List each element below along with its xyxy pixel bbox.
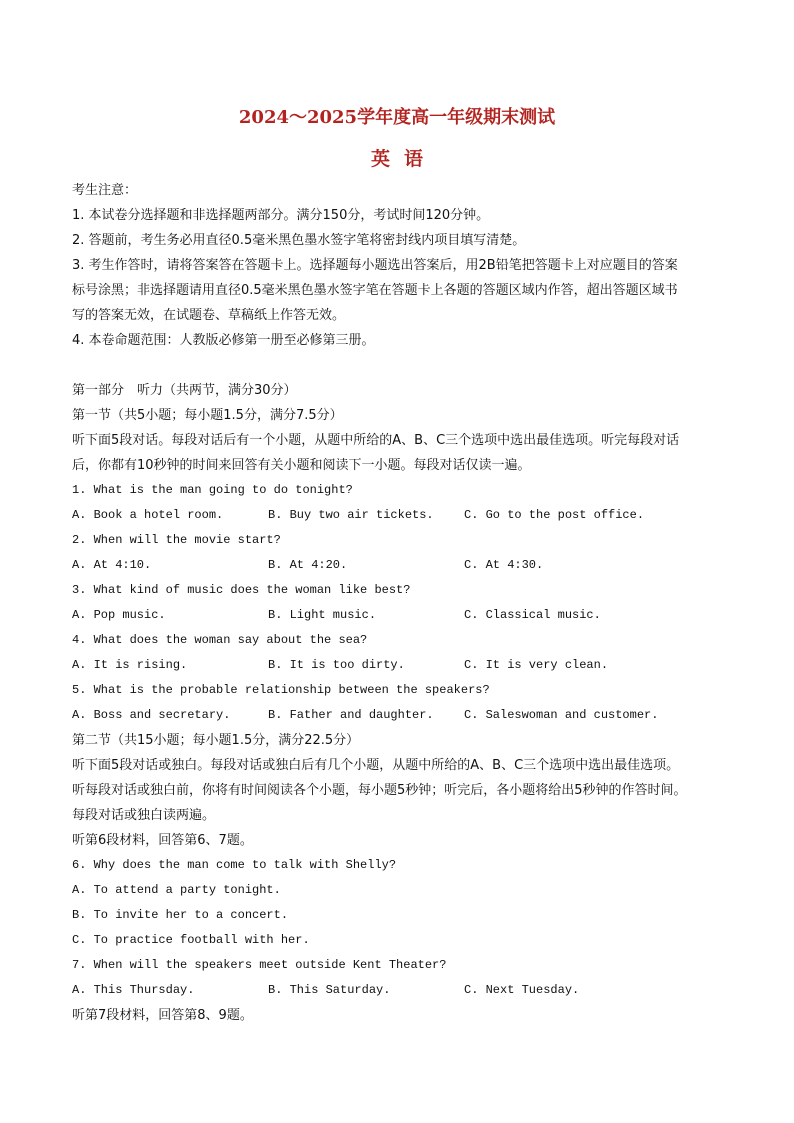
option-c: C. It is very clean. — [464, 658, 609, 672]
notice-item: 写的答案无效，在试题卷、草稿纸上作答无效。 — [72, 308, 346, 323]
options-3 — [72, 603, 732, 628]
option-b: B. To invite her to a concert. — [72, 908, 289, 922]
notice-item: 4. 本卷命题范围：人教版必修第一册至必修第三册。 — [72, 333, 375, 348]
option-a: A. At 4:10. — [72, 558, 152, 572]
material-6-heading: 听第6段材料，回答第6、7题。 — [72, 833, 253, 848]
part1-heading: 第一部分 听力（共两节，满分30分） — [72, 383, 297, 398]
options-5 — [72, 703, 732, 728]
question-1: 1. What is the man going to do tonight? — [72, 483, 353, 497]
option-a: A. This Thursday. — [72, 983, 195, 997]
section1-instruction: 后，你都有10秒钟的时间来回答有关小题和阅读下一小题。每段对话仅读一遍。 — [72, 458, 531, 473]
option-b: B. Light music. — [268, 608, 377, 622]
option-a: A. To attend a party tonight. — [72, 883, 281, 897]
material-7-heading: 听第7段材料，回答第8、9题。 — [72, 1008, 253, 1023]
section1-heading: 第一节（共5小题；每小题1.5分，满分7.5分） — [72, 408, 343, 423]
question-5: 5. What is the probable relationship between the speakers? — [72, 683, 490, 697]
option-b: B. This Saturday. — [268, 983, 391, 997]
spacer — [72, 353, 732, 378]
notice-item: 2. 答题前，考生务必用直径0.5毫米黑色墨水签字笔将密封线内项目填写清楚。 — [72, 233, 526, 248]
question-4: 4. What does the woman say about the sea? — [72, 633, 368, 647]
exam-content — [72, 178, 732, 1028]
option-c: C. Saleswoman and customer. — [464, 708, 659, 722]
notice-item: 3. 考生作答时，请将答案答在答题卡上。选择题每小题选出答案后，用2B铅笔把答题卡上对应题目的答案 — [72, 258, 678, 273]
question-3: 3. What kind of music does the woman like best? — [72, 583, 411, 597]
notice-item: 1. 本试卷分选择题和非选择题两部分。满分150分，考试时间120分钟。 — [72, 208, 490, 223]
option-c: C. At 4:30. — [464, 558, 544, 572]
option-a: A. Book a hotel room. — [72, 508, 224, 522]
option-b: B. At 4:20. — [268, 558, 348, 572]
subject-title: 英语 — [370, 148, 437, 170]
section2-instruction: 听每段对话或独白前，你将有时间阅读各个小题，每小题5秒钟；听完后，各小题将给出5秒钟的作答时间。 — [72, 783, 687, 798]
options-2 — [72, 553, 732, 578]
option-c: C. Classical music. — [464, 608, 601, 622]
options-7 — [72, 978, 732, 1003]
option-b: B. It is too dirty. — [268, 658, 405, 672]
exam-title: 2024～2025学年度高一年级期末测试 — [238, 107, 556, 128]
notice-item: 标号涂黑；非选择题请用直径0.5毫米黑色墨水签字笔在答题卡上各题的答题区域内作答，超出答题区域书 — [72, 283, 678, 298]
option-b: B. Father and daughter. — [268, 708, 434, 722]
options-4 — [72, 653, 732, 678]
option-c: C. Go to the post office. — [464, 508, 645, 522]
section1-instruction: 听下面5段对话。每段对话后有一个小题，从题中所给的A、B、C三个选项中选出最佳选项。听完每段对话 — [72, 433, 680, 448]
option-a: A. Boss and secretary. — [72, 708, 231, 722]
option-c: C. To practice football with her. — [72, 933, 310, 947]
section2-heading: 第二节（共15小题；每小题1.5分，满分22.5分） — [72, 733, 360, 748]
option-b: B. Buy two air tickets. — [268, 508, 434, 522]
option-a: A. Pop music. — [72, 608, 166, 622]
options-1 — [72, 503, 732, 528]
question-2: 2. When will the movie start? — [72, 533, 281, 547]
section2-instruction: 每段对话或独白读两遍。 — [72, 808, 216, 823]
notice-heading: 考生注意： — [72, 183, 138, 198]
question-7: 7. When will the speakers meet outside Kent Theater? — [72, 958, 447, 972]
question-6: 6. Why does the man come to talk with Shelly? — [72, 858, 397, 872]
option-c: C. Next Tuesday. — [464, 983, 580, 997]
section2-instruction: 听下面5段对话或独白。每段对话或独白后有几个小题，从题中所给的A、B、C三个选项中选出最佳选项。 — [72, 758, 680, 773]
option-a: A. It is rising. — [72, 658, 188, 672]
